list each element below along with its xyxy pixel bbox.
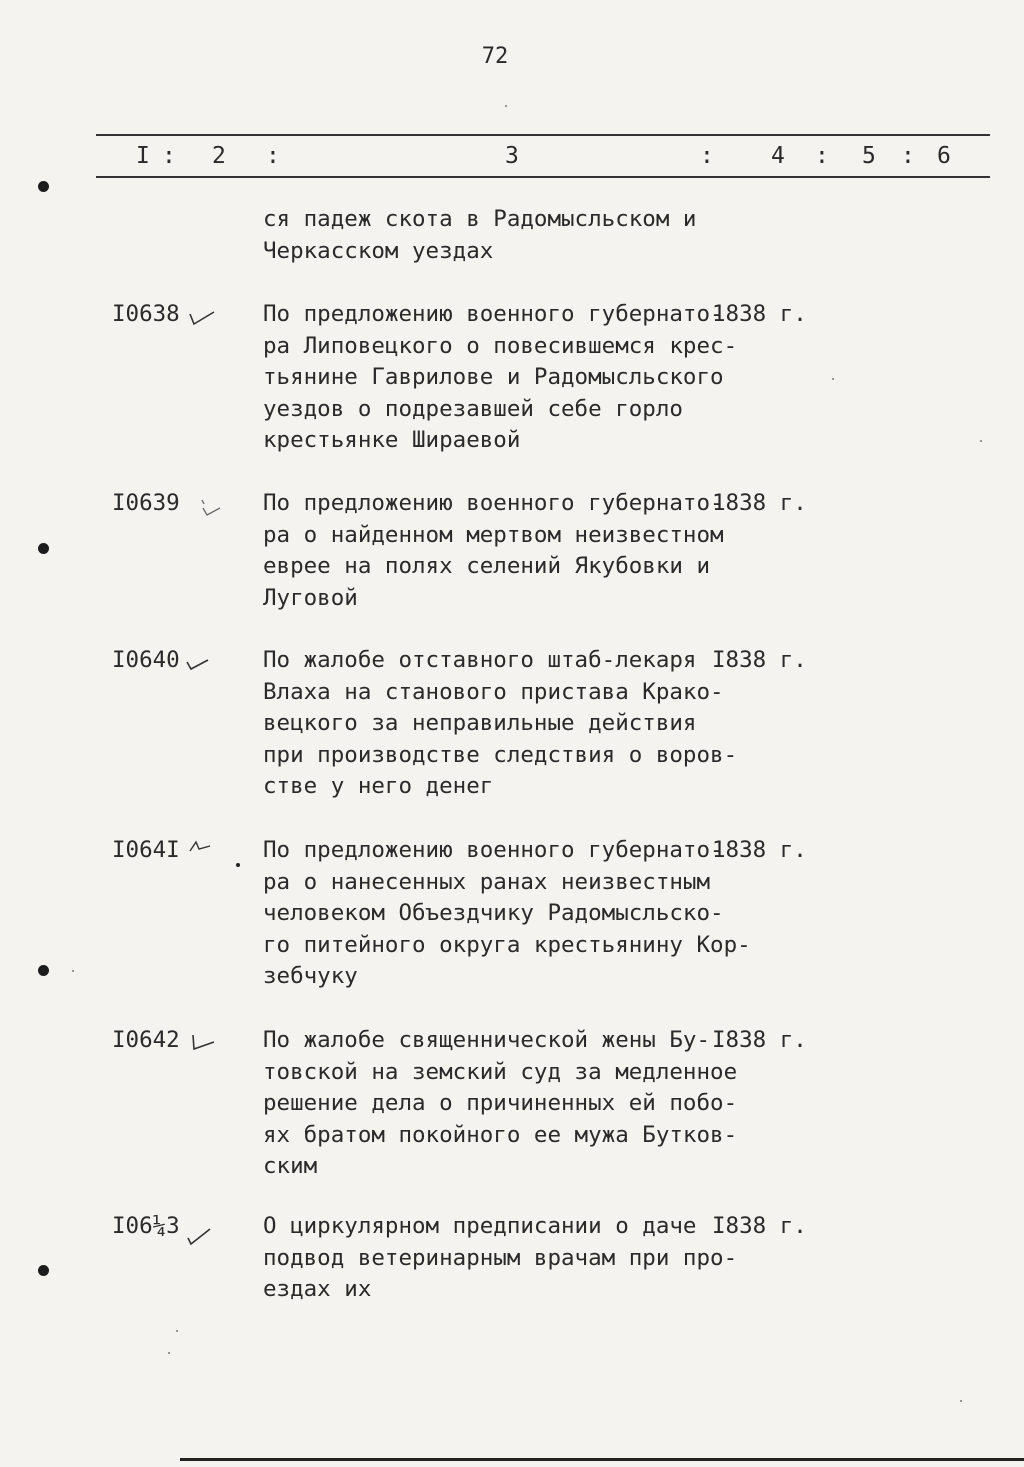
record-number: I0639	[112, 490, 180, 516]
text-line: Черкасском уездах	[263, 237, 494, 264]
text-line: стве у него денег	[263, 773, 494, 799]
record-year: 1838 г.	[712, 837, 807, 863]
text-line: ездах их	[263, 1276, 372, 1302]
footer-rule	[180, 1458, 1024, 1461]
record-description	[263, 835, 751, 993]
record-number: I0642	[112, 1027, 180, 1053]
text-line: го питейного округа крестьянину Кор-	[263, 931, 751, 958]
text-line: ся падеж скота в Радомысльском и	[263, 206, 697, 232]
text-line: подвод ветеринарным врачам при про-	[263, 1244, 738, 1271]
page-number: 72	[481, 44, 509, 69]
column-separator: :	[901, 143, 915, 169]
scan-speck	[505, 105, 507, 107]
check-mark-icon	[186, 1226, 214, 1246]
punch-hole	[38, 543, 49, 554]
scan-speck	[980, 440, 982, 442]
text-line: Влаха на станового пристава Крако-	[263, 678, 724, 705]
column-1-label: I	[136, 143, 150, 169]
text-line: ях братом покойного ее мужа Бутков-	[263, 1121, 738, 1148]
check-mark-icon	[184, 654, 212, 674]
check-mark-icon	[186, 838, 214, 858]
record-number: I06¼3	[112, 1213, 180, 1239]
scan-speck	[236, 863, 240, 867]
punch-hole	[38, 1265, 49, 1276]
header-rule-bottom	[96, 176, 990, 178]
text-line: крестьянке Шираевой	[263, 427, 521, 453]
column-separator: :	[266, 143, 280, 169]
text-line: По предложению военного губернато-	[263, 301, 724, 327]
record-year: I838 г.	[712, 1027, 807, 1053]
text-line: тьянине Гаврилове и Радомысльского	[263, 364, 724, 390]
record-description	[263, 1025, 737, 1183]
column-2-label: 2	[212, 143, 226, 169]
column-5-label: 5	[862, 143, 876, 169]
text-line: товской на земский суд за медленное	[263, 1058, 738, 1085]
scan-speck	[960, 1400, 962, 1402]
record-description	[263, 645, 737, 803]
text-line: ра о нанесенных ранах неизвестным	[263, 868, 711, 895]
record-description	[263, 1211, 737, 1306]
column-separator: :	[162, 143, 176, 169]
text-line: По предложению военного губернато-	[263, 837, 724, 863]
record-number: I0638	[112, 301, 180, 327]
text-line: решение дела о причиненных ей побо-	[263, 1090, 738, 1116]
check-mark-icon	[198, 498, 226, 518]
text-line: ра о найденном мертвом неизвестном	[263, 521, 724, 548]
text-line: еврее на полях селений Якубовки и	[263, 553, 711, 579]
column-4-label: 4	[771, 143, 785, 169]
text-line: при производстве следствия о воров-	[263, 741, 738, 768]
scan-speck	[176, 1330, 178, 1332]
text-line: зебчуку	[263, 963, 358, 989]
check-mark-icon	[188, 308, 216, 328]
header-rule-top	[96, 134, 990, 136]
punch-hole	[38, 181, 49, 192]
column-separator: :	[700, 143, 714, 169]
column-6-label: 6	[937, 143, 951, 169]
column-3-label: 3	[505, 143, 519, 169]
text-line: О циркулярном предписании о даче	[263, 1213, 697, 1239]
record-number: I064I	[112, 837, 180, 863]
text-line: ра Липовецкого о повесившемся крес-	[263, 332, 738, 359]
record-year: 1838 г.	[712, 490, 807, 516]
text-line: По жалобе священнической жены Бу-	[263, 1027, 711, 1053]
text-line: По жалобе отставного штаб-лекаря	[263, 647, 697, 673]
text-line: вецкого за неправильные действия	[263, 710, 697, 736]
record-year: I838 г.	[712, 1213, 807, 1239]
text-line: человеком Объездчику Радомысльско-	[263, 900, 724, 926]
punch-hole	[38, 965, 49, 976]
check-mark-icon	[188, 1032, 216, 1052]
scan-speck	[72, 970, 74, 972]
text-line: ским	[263, 1153, 318, 1179]
scan-speck	[168, 1352, 170, 1354]
continuation-text	[263, 204, 696, 267]
text-line: уездов о подрезавшей себе горло	[263, 395, 683, 422]
record-year: 1838 г.	[712, 301, 807, 327]
scan-speck	[832, 378, 834, 380]
record-year: I838 г.	[712, 647, 807, 673]
text-line: Луговой	[263, 584, 358, 611]
record-description	[263, 488, 724, 614]
text-line: По предложению военного губернато-	[263, 490, 724, 516]
record-description	[263, 299, 737, 457]
column-separator: :	[815, 143, 829, 169]
record-number: I0640	[112, 647, 180, 673]
